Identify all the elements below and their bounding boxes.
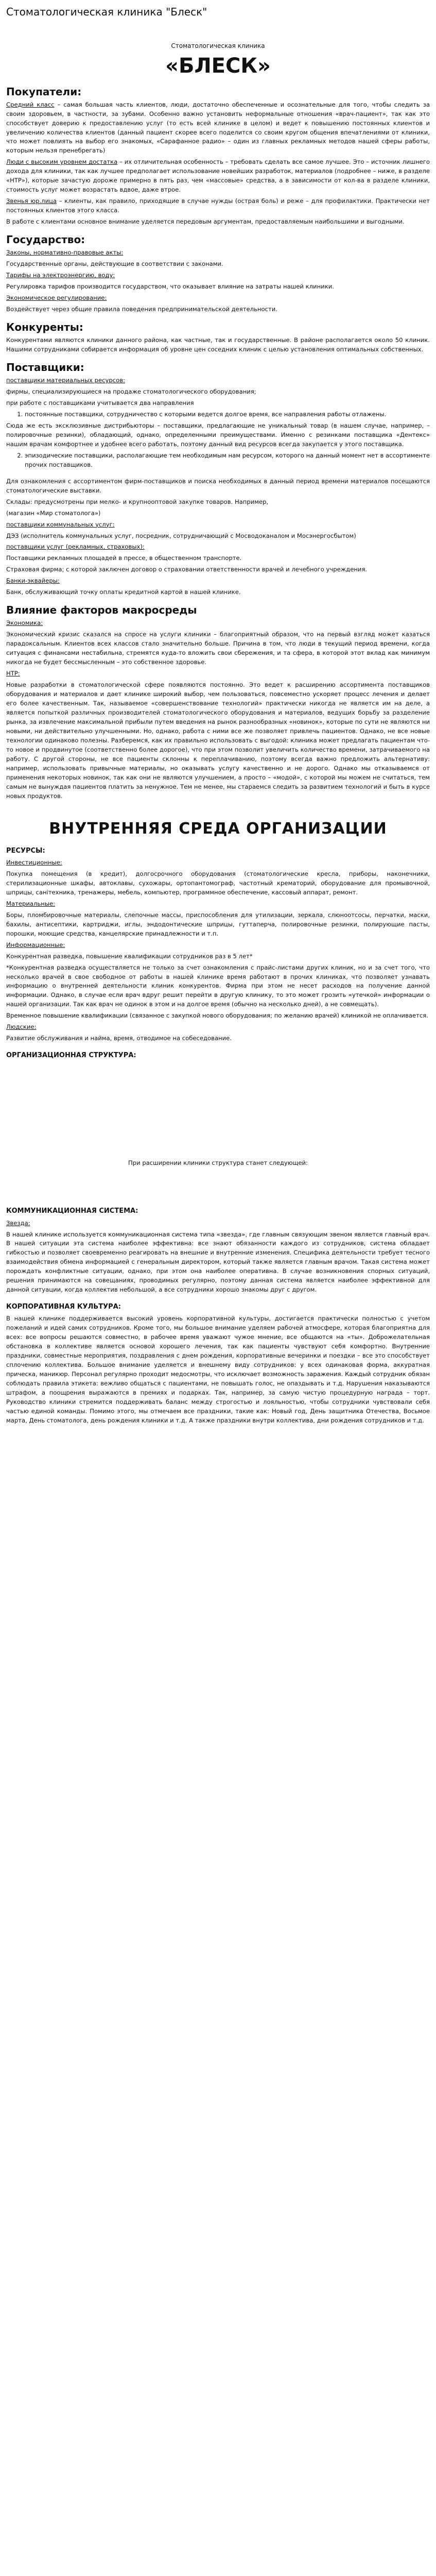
suppliers-banks-label: Банки-эквайеры: bbox=[6, 577, 60, 585]
suppliers-work-text: при работе с поставщиками учитывается два направления bbox=[6, 399, 194, 406]
gov-laws-label: Законы, нормативно-правовые акты: bbox=[6, 249, 124, 257]
gov-eco-text: Воздействует через общие правила поведения предпринимательской деятельности. bbox=[6, 306, 277, 313]
suppliers-insurance-text: Страховая фирма; с которой заключен договор о страховании ответственности врачей и лечебного учреждения. bbox=[6, 566, 368, 573]
macro-econ-label: Экономика: bbox=[6, 619, 43, 627]
macro-heading: Влияние факторов макросреды bbox=[6, 604, 197, 617]
suppliers-list bbox=[6, 410, 430, 419]
suppliers-warehouse-text: Склады: предусмотрены при мелко- и крупнооптовой закупке товаров. Например, bbox=[6, 498, 269, 505]
buyers-legal-paragraph bbox=[6, 197, 430, 215]
middle-class-label: Средний класс bbox=[6, 100, 55, 108]
org-structure-heading: ОРГАНИЗАЦИОННАЯ СТРУКТУРА: bbox=[6, 1052, 136, 1060]
suppliers-list-item-1: 1. постоянные поставщики, сотрудничество с которыми ведется долгое время, все направления работы отлажены. bbox=[25, 410, 430, 419]
clinic-brand: «БЛЕСК» bbox=[165, 54, 271, 78]
suppliers-banks-text: Банк, обслуживающий точку оплаты кредитной картой в нашей клинике. bbox=[6, 588, 241, 596]
suppliers-heading: Поставщики: bbox=[6, 361, 84, 374]
clinic-subtitle: Стоматологическая клиника bbox=[171, 42, 265, 49]
suppliers-assortment-text: Для ознакомления с ассортиментом фирм-поставщиков и поиска необходимых в данный период времени материалов посещаются стоматологические выставки. bbox=[6, 477, 430, 494]
invest-label: Инвестиционные: bbox=[6, 858, 62, 866]
buyers-heading: Покупатели: bbox=[6, 85, 82, 98]
competitors-text: Конкурентами являются клиники данного района, как частные, так и государственные. В районе располагается около 50 клиник. Нашими сотрудниками собирается информация об уровне цен соседних клиник с целью установления оптимальных собственных. bbox=[6, 336, 430, 353]
suppliers-materials-text: фирмы, специализирующиеся на продаже стоматологического оборудования; bbox=[6, 387, 256, 395]
gov-laws-text: Государственные органы, действующие в соответствии с законами. bbox=[6, 260, 223, 268]
comm-heading: КОММУНИКАЦИОННАЯ СИСТЕМА: bbox=[6, 1207, 138, 1215]
government-heading: Государство: bbox=[6, 233, 85, 246]
star-label: Звезда: bbox=[6, 1219, 30, 1227]
suppliers-communal-label: поставщики коммунальных услуг: bbox=[6, 520, 115, 528]
info-text: Конкурентная разведка, повышение квалификации сотрудников раз в 5 лет* bbox=[6, 952, 253, 960]
gov-tariffs-label: Тарифы на электроэнергию, воду: bbox=[6, 272, 115, 279]
material-text: Боры, пломбировочные материалы, слепочные массы, приспособления для утилизации, зеркала, слюноотсосы, перчатки, маски, бахилы, антисептики, картриджи, иглы, эндодонтические шприцы, гуттаперча, полировочные резинки, полирующие пасты, порошки, моющие средства, канцелярские принадлежности и т.п. bbox=[6, 911, 430, 937]
resources-heading: РЕСУРСЫ: bbox=[6, 846, 45, 855]
culture-text: В нашей клинике поддерживается высокий уровень корпоративной культуры, достигается практически полностью с учетом пожеланий и идей самих сотрудников. Кроме того, мы большое внимание уделяем рабочей атмосфере, которая благоприятна для всех: все вопросы решаются совместно, в рабочее время уважают чужое мнение, все общаются на «ты». Доброжелательная обстановка в коллективе является основой хорошего лечения, так как пациенты чувствуют себя комфортно. Внутренние праздники, совместные мероприятия, поздравления с днем рождения, корпоративные вечеринки и поездки – все это способствует сплочению коллектива. Большое внимание уделяется и внешнему виду сотрудников: у всех одинаковая форма, аккуратная прическа, маникюр. Персонал регулярно проходит медосмотры, что исключает возможность заражения. Каждый сотрудник обязан соблюдать правила этикета: вежливо общаться с пациентами, не повышать голос, не опаздывать и т.д. Нарушения наказываются штрафом, а поощрения выражаются в премиях и подарках. Так, например, за самую чистую процедурную награда – торт. Руководство клиники стремится поддерживать баланс между строгостью и лояльностью, чтобы сотрудники чувствовали себя частью единой команды. Помимо этого, мы отмечаем все праздники, такие как: Новый год, День защитника Отечества, Восьмое марта, День стоматолога, день рождения клиники и т.д. А также праздники внутри коллектива, дни рождения сотрудников и т.д. bbox=[6, 1315, 430, 1425]
qualification-text: Временное повышение квалификации (связанное с закупкой нового оборудования; по желанию врачей) клиникой не оплачивается. bbox=[6, 1012, 428, 1020]
suppliers-ads-text: Поставщики рекламных площадей в прессе, в общественном транспорте. bbox=[6, 554, 242, 562]
document-title: Стоматологическая клиника "Блеск" bbox=[6, 6, 207, 18]
suppliers-communal-text: ДЭЗ (исполнитель коммунальных услуг, посредник, сотрудничающий с Мосводоканалом и Мосэнергосбытом) bbox=[6, 532, 356, 539]
expand-structure-text: При расширении клиники структура станет следующей: bbox=[128, 1159, 308, 1167]
high-income-text: – их отличительная особенность – требовать сделать все самое лучшее. Это – источник лишнего дохода для клиники, так как лучшее предполагает использование новейших разработок, материалов (подробнее – ниже, в разделе «НТР»), которые зачастую дороже примерно в пять раз, чем «массовые» средства, а в зависимости от кол-ва в разделе клиники, стоимость услуг может возрастать вдвое, даже втрое. bbox=[6, 158, 430, 194]
human-label: Людские: bbox=[6, 1023, 37, 1031]
suppliers-shop-text: (магазин «Мир стоматолога») bbox=[6, 509, 101, 517]
buyers-middle-paragraph bbox=[6, 100, 430, 156]
legal-text: – клиенты, как правило, приходящие в случае нужды (острая боль) и реже – для профилактики. Практически нет постоянных клиентов этого класса. bbox=[6, 197, 430, 214]
competitors-heading: Конкуренты: bbox=[6, 321, 83, 333]
gov-tariffs-text: Регулировка тарифов производится государством, что оказывает влияние на затраты нашей клиники. bbox=[6, 283, 334, 291]
suppliers-list-2 bbox=[6, 451, 430, 470]
info-label: Информационные: bbox=[6, 941, 65, 948]
internal-heading: ВНУТРЕННЯЯ СРЕДА ОРГАНИЗАЦИИ bbox=[49, 819, 387, 838]
suppliers-materials-label: поставщики материальных ресурсов: bbox=[6, 376, 125, 384]
buyers-high-paragraph bbox=[6, 158, 430, 195]
info-text-2: *Конкурентная разведка осуществляется не только за счет ознакомления с прайс-листами других клиник, но и за счет того, что несколько врачей в свое свободное от работы в нашей клинике время работают в прочих клиниках, что позволяет узнавать информацию о внутренней деятельности клиник конкурентов. Фирма при этом не несет расходов на получение данной информации. Однако, в случае если врач вдруг решит перейти в другую клинику, то это может грозить «утечкой» информации о нашей организации. Так как врач не одинок в этом и на долгое время (обычно на несколько дней), а не совмещать). bbox=[6, 963, 430, 1008]
legal-label: Звенья юр.лица bbox=[6, 197, 57, 205]
suppliers-list-item-2: 2. эпизодические поставщики, располагающие тем необходимым нам ресурсом, которого на данный момент нет в ассортименте прочих поставщиков. bbox=[25, 451, 430, 470]
suppliers-ads-label: поставщики услуг (рекламных, страховых): bbox=[6, 543, 145, 551]
middle-class-text: – самая большая часть клиентов, люди, достаточно обеспеченные и осознательные для того, чтобы следить за своим здоровьем, в частности, за зубами. Особенно важно установить неформальные отношения «врач-пациент», так как это способствует доверию к предоставлению услуг (то есть всей клинике в целом) и ведет к повышению постоянных клиентов и увеличению количества клиентов (данный пациент скорее всего поделится со своим кругом общения впечатлениями от клиники, что может повлиять на выбор его знакомых, «Сарафанное радио» – один из главных рекламных методов нашей сферы работы, которым нельзя пренебрегать) bbox=[6, 100, 430, 155]
material-label: Материальные: bbox=[6, 900, 56, 907]
gov-eco-label: Экономическое регулирование: bbox=[6, 294, 107, 302]
suppliers-item1-extra: Сюда же есть эксклюзивные дистрибьюторы – поставщики, предлагающие не уникальный товар (в нашем случае, например, – полировочные резинки), обладающий, однако, определенными преимуществами. Именно с резинками поставщика «Дентекс» нашим врачам комфортнее и удобнее всего работать, поэтому данный вид ресурсов всегда закупается у этого поставщика. bbox=[6, 421, 430, 448]
org-chart-placeholder bbox=[6, 1063, 430, 1125]
macro-econ-text: Экономический кризис сказался на спросе на услуги клиники – благоприятный образом, что на первый взгляд может казаться парадоксальным. Клиентов всех классов стало значительно больше. Причина в том, что люди в текущий период времени, когда ситуация с финансами нестабильна, стремятся куда-то вложить свои сбережения, и та сфера, в которой этот вклад как минимум никогда не будет бессмысленным – это собственное здоровье. bbox=[6, 631, 430, 666]
culture-heading: КОРПОРАТИВНАЯ КУЛЬТУРА: bbox=[6, 1303, 121, 1311]
buyers-legal-paragraph-2: В работе с клиентами основное внимание уделяется передовым аргументам, предоставляемым наибольшими и выгодными. bbox=[6, 218, 405, 226]
high-income-label: Люди с высоким уровнем достатка bbox=[6, 158, 118, 166]
macro-ntr-label: НТР: bbox=[6, 670, 20, 677]
human-text: Развитие обслуживания и найма, время, отводимое на собеседование. bbox=[6, 1035, 232, 1042]
macro-ntr-text: Новые разработки в стоматологической сфере появляются постоянно. Это ведет к расширению ассортимента поставщиков оборудования и материалов и дает клинике широкий выбор, чем пользоваться, повсеместно ускоряет процесс лечения и делает его более качественным. Так, называемое «совершенствование технологий» практически никогда не является им на деле, а является попыткой различных производителей стоматологического оборудования и материалов, ведущих борьбу за разделение рынка, за извлечение максимальной прибыли путем введения на рынок разнообразных «новинок», которые по сути не являются ни новыми, ни действительно улучшенными. Но, однако, работа с ними все же позволяет привлечь пациентов. Однако, не все новые технологии одинаково полезны. Разберемся, как их правильно использовать с выгодой: клиника может предлагать пациентам что-то новое и продвинутое (соответственно более дорогое), что при этом позволит увеличить количество времени, затрачиваемого на работу. С другой стороны, не все пациенты склонны к переплачиванию, поэтому всегда важно предложить альтернативу: например, использовать привычные материалы, но оказывать услугу качественно и не дорого. Однако мы отказываемся от применения некоторых новинок, так как они не являются улучшением, а просто – «модой», с которой мы можем не считаться, тем самым не вынуждая пациентов платить за ненужное. Тем не менее, мы стараемся следить за развитием технологий и быть в курсе новых продуктов. bbox=[6, 681, 430, 800]
invest-text: Покупка помещения (в кредит), долгосрочного оборудования (стоматологические кресла, приборы, наконечники, стерилизационные шкафы, автоклавы, сухожары, ортопантомограф, частотный крематорий, оборудование для промывочной, шприцы, санітехника, тренажеры, мебель, компьютер, программное обеспечение, кассовый аппарат, ремонт. bbox=[6, 870, 430, 896]
star-text: В нашей клинике используется коммуникационная система типа «звезда», где главным связующим звеном является главный врач. В нашей ситуации эта система наиболее эффективна: все знают обязанности каждого из сотрудников, система обладает гибкостью и позволяет своевременно реагировать на внешние и внутренние изменения. Специфика деятельности требует тесного взаимодействия обмена информацией с генеральным директором, который также является главным врачом. Такая система может порождать конфликтные ситуации, однако, при этом она наиболее оперативна. В случае возникновения спорных ситуаций, решения принимаются на совещаниях, проводимых регулярно, поэтому данная система является наиболее эффективной для данной ситуации, когда коллектив небольшой, а все сотрудники хорошо знакомы друг с другом. bbox=[6, 1230, 430, 1294]
